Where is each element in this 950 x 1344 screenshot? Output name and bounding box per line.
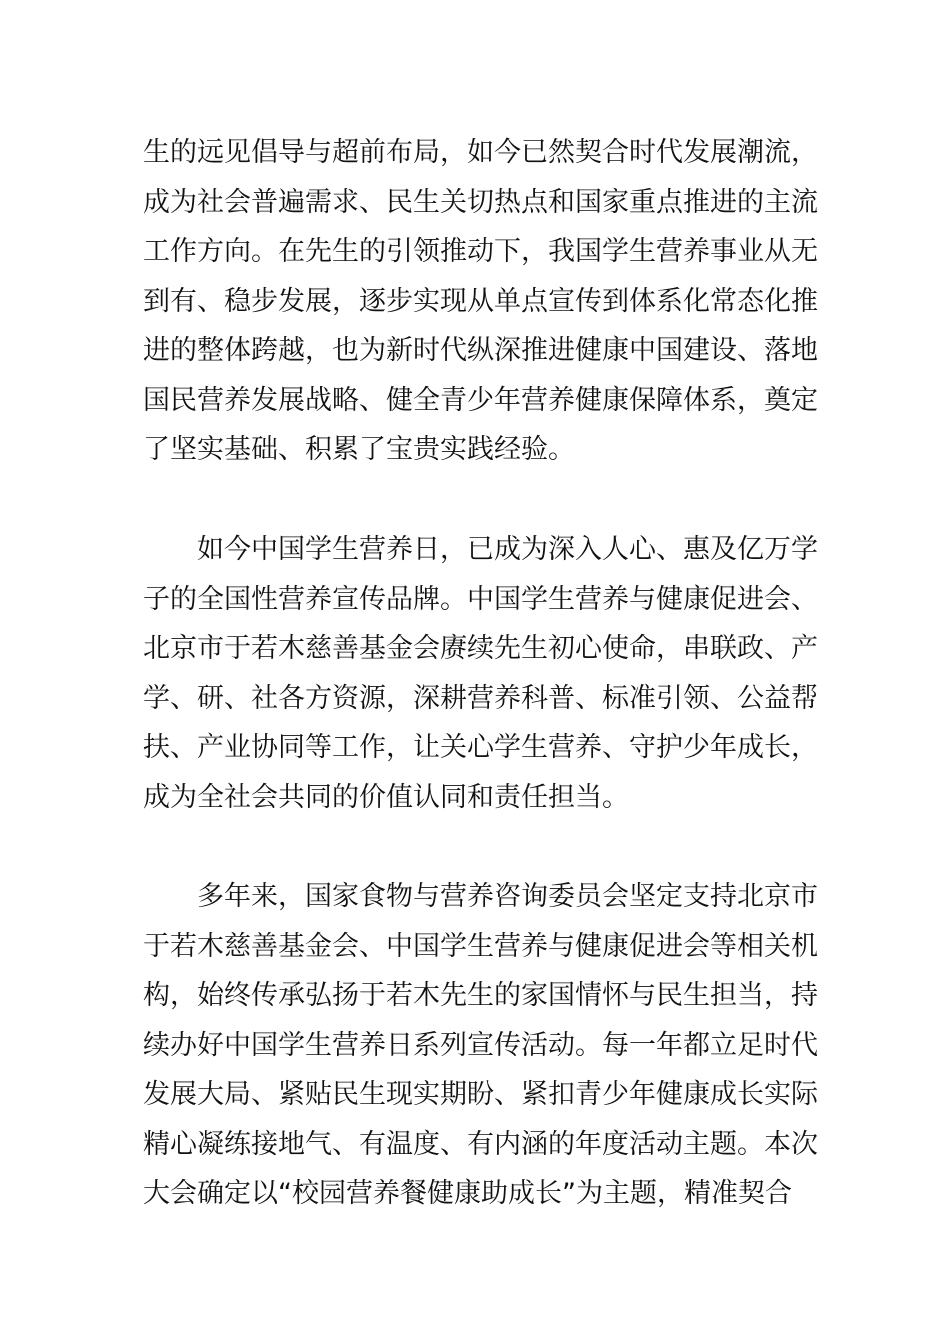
paragraph-2 [143, 525, 823, 822]
text-line: 如今中国学生营养日，已成为深入人心、惠及亿万学 [197, 534, 818, 565]
text-line: 构，始终传承弘扬于若木先生的家国情怀与民生担当，持 [143, 980, 818, 1011]
paragraph-3 [143, 872, 823, 1219]
text-line: 生的远见倡导与超前布局，如今已然契合时代发展潮流， [143, 137, 818, 168]
text-line: 工作方向。在先生的引领推动下，我国学生营养事业从无 [143, 236, 818, 267]
text-line: 大会确定以“校园营养餐健康助成长”为主题，精准契合 [143, 1178, 792, 1209]
text-line: 子的全国性营养宣传品牌。中国学生营养与健康促进会、 [143, 583, 818, 615]
text-line: 北京市于若木慈善基金会赓续先生初心使命，串联政、产 [143, 633, 818, 664]
text-line: 扶、产业协同等工作，让关心学生营养、守护少年成长， [143, 732, 818, 763]
text-line: 精心凝练接地气、有温度、有内涵的年度活动主题。本次 [143, 1128, 818, 1160]
text-line: 进的整体跨越，也为新时代纵深推进健康中国建设、落地 [143, 335, 818, 366]
text-line: 到有、稳步发展，逐步实现从单点宣传到体系化常态化推 [143, 285, 818, 317]
text-line: 了坚实基础、积累了宝贵实践经验。 [143, 434, 575, 465]
text-line: 续办好中国学生营养日系列宣传活动。每一年都立足时代 [143, 1029, 818, 1061]
text-line: 成为社会普遍需求、民生关切热点和国家重点推进的主流 [143, 186, 818, 218]
text-line: 成为全社会共同的价值认同和责任担当。 [143, 781, 629, 813]
text-line: 于若木慈善基金会、中国学生营养与健康促进会等相关机 [143, 930, 818, 962]
text-line: 学、研、社各方资源，深耕营养科普、标准引领、公益帮 [143, 682, 818, 714]
text-line: 国民营养发展战略、健全青少年营养健康保障体系，奠定 [143, 384, 818, 416]
text-line: 发展大局、紧贴民生现实期盼、紧扣青少年健康成长实际 [143, 1079, 818, 1110]
paragraph-1 [143, 128, 823, 475]
text-line: 多年来，国家食物与营养咨询委员会坚定支持北京市 [197, 881, 818, 912]
